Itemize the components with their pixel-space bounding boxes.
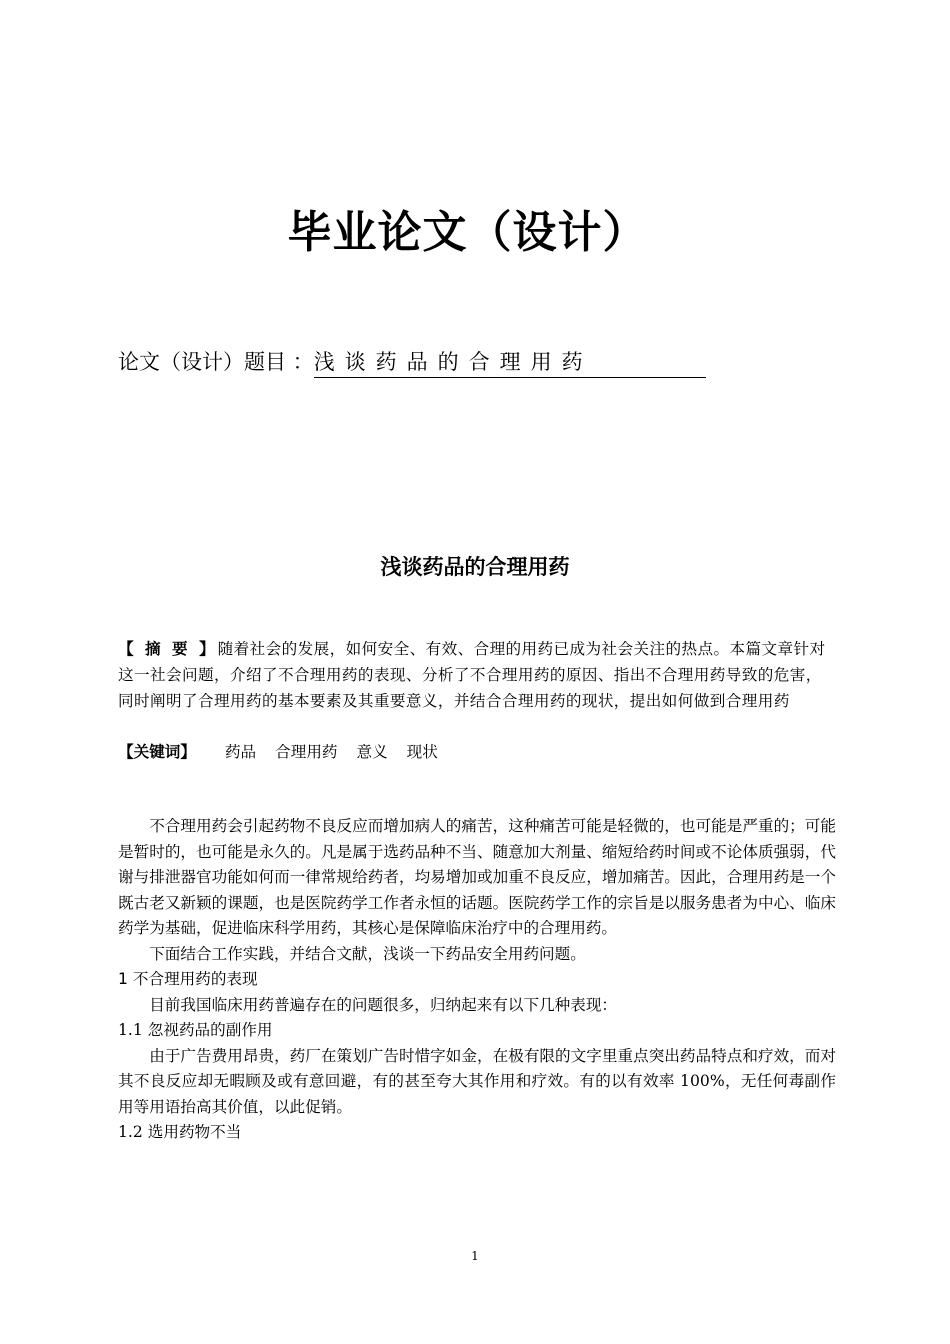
keyword: 合理用药 [275,743,338,761]
paragraph: 下面结合工作实践，并结合文献，浅谈一下药品安全用药问题。 [149,944,586,963]
topic-value: 浅谈药品的合理用药 [314,346,706,378]
abstract [118,636,834,714]
paper-title: 浅谈药品的合理用药 [380,555,570,579]
topic-line [118,346,706,378]
body-text [118,814,836,1146]
keywords [118,740,452,762]
keyword: 现状 [406,743,438,761]
topic-label: 论文（设计）题目 ： [118,350,314,374]
abstract-label: 【 摘 要 】 [118,640,218,658]
keywords-label: 【关键词】 [118,743,196,761]
page-number: 1 [471,1249,479,1263]
keyword: 意义 [356,743,388,761]
abstract-text: 随着社会的发展，如何安全、有效、合理的用药已成为社会关注的热点。本篇文章针对这一社会问题，介绍了不合理用药的表现、分析了不合理用药的原因、指出不合理用药导致的危害，同时阐明了合理用药的基本要素及其重要意义，并结合合理用药的现状，提出如何做到合理用药 [118,640,826,710]
paragraph: 由于广告费用昂贵，药厂在策划广告时惜字如金，在极有限的文字里重点突出药品特点和疗效，而对其不良反应却无暇顾及或有意回避，有的甚至夸大其作用和疗效。有的以有效率 100%，无任何毒副作用等用语抬高其价值，以此促销。 [118,1046,836,1116]
paragraph: 目前我国临床用药普遍存在的问题很多，归纳起来有以下几种表现： [149,995,618,1014]
subsection-heading: 1.2 选用药物不当 [118,1123,242,1141]
main-title: 毕业论文（设计） [287,207,648,258]
section-heading: 1 不合理用药的表现 [118,970,258,988]
keyword: 药品 [224,743,257,761]
subsection-heading: 1.1 忽视药品的副作用 [118,1021,273,1039]
paragraph: 不合理用药会引起药物不良反应而增加病人的痛苦，这种痛苦可能是轻微的，也可能是严重的；可能是暂时的，也可能是永久的。凡是属于选药品种不当、随意加大剂量、缩短给药时间或不论体质强弱，代谢与排泄器官功能如何而一律常规给药者，均易增加或加重不良反应，增加痛苦。因此，合理用药是一个既古老又新颖的课题，也是医院药学工作者永恒的话题。医院药学工作的宗旨是以服务患者为中心、临床药学为基础，促进临床科学用药，其核心是保障临床治疗中的合理用药。 [118,817,836,937]
